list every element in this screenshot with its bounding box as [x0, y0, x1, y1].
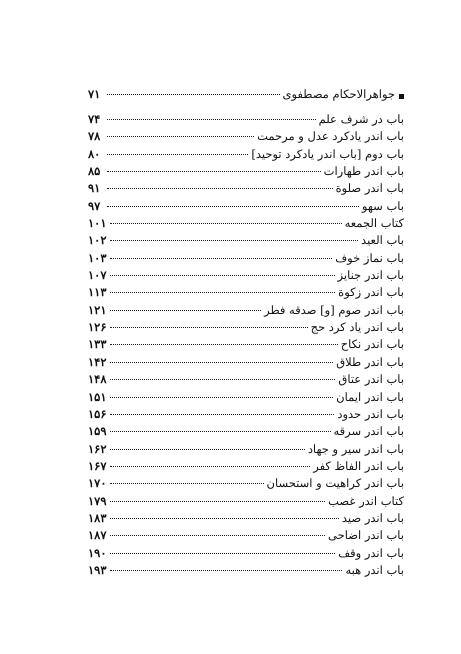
dot-leader: [110, 466, 311, 467]
dot-leader: [110, 449, 305, 450]
toc-entry-title: باب اندر صید: [341, 510, 404, 525]
dot-leader: [110, 327, 308, 328]
toc-entry-page: ۱۸۳: [88, 510, 107, 525]
toc-entry-title: باب اندر سیر و جهاد: [307, 441, 404, 456]
toc-entry-title: باب اندر ایمان: [336, 389, 404, 404]
toc-entry: [88, 407, 404, 424]
toc-entry: [88, 199, 404, 216]
toc-entry-title: باب اندر سرقه: [333, 424, 404, 439]
toc-entry-page: ۷۴: [88, 112, 101, 126]
toc-entry-title: باب اندر یاد کرد حج: [310, 320, 404, 335]
toc-entry-title: باب اندر صلوة: [335, 181, 404, 196]
toc-entry-title: باب در شرف علم: [318, 112, 404, 126]
toc-entry: [88, 511, 404, 528]
toc-entry: [88, 494, 404, 511]
dot-leader: [110, 223, 342, 224]
dot-leader: [110, 570, 343, 571]
toc-entry: [88, 424, 404, 441]
dot-leader: [110, 275, 335, 276]
toc-entry-title: باب اندر طهارات: [323, 164, 404, 179]
toc-entry-title: باب اندر حدود: [337, 406, 404, 421]
toc-entry: [88, 181, 404, 198]
toc-entry-page: ۱۰۱: [88, 216, 107, 231]
toc-entry: [88, 372, 404, 389]
toc-entry: [88, 216, 404, 233]
toc-entry-page: ۱۰۲: [88, 233, 107, 248]
toc-entry: [88, 459, 404, 476]
toc-entry-page: ۱۲۱: [88, 302, 107, 317]
bullet-icon: [399, 94, 404, 99]
dot-leader: [110, 310, 262, 311]
toc-entry-page: ۸۰: [88, 146, 101, 161]
toc-entry-title: باب دوم [باب اندر یادکرد توحید]: [251, 146, 404, 161]
toc-entry-page: ۱۶۲: [88, 441, 107, 456]
toc-entry: [88, 164, 404, 181]
toc-entry: [88, 390, 404, 407]
toc-entry-page: ۹۱: [88, 181, 101, 196]
dot-leader: [110, 379, 336, 380]
dot-leader: [110, 431, 331, 432]
toc-header-title: جواهرالاحکام مصطفوی: [282, 87, 395, 101]
toc-entry-page: ۱۶۷: [88, 458, 107, 473]
toc-entry-page: ۷۸: [88, 129, 101, 144]
dot-leader: [110, 397, 334, 398]
dot-leader: [107, 119, 316, 120]
toc-entry-title: باب اندر هبه: [345, 562, 404, 577]
toc-entry-title: باب اندر اضاحی: [328, 528, 404, 543]
dot-leader: [110, 258, 333, 259]
toc-header: [88, 87, 404, 105]
toc-entry-page: ۱۷۰: [88, 476, 107, 491]
dot-leader: [110, 344, 338, 345]
dot-leader: [110, 535, 325, 536]
dot-leader: [110, 553, 336, 554]
dot-leader: [110, 292, 336, 293]
toc-entry: [88, 285, 404, 302]
dot-leader: [110, 501, 326, 502]
toc-entry-page: ۱۹۰: [88, 545, 107, 560]
toc-entry-title: باب اندر زکوة: [338, 285, 404, 300]
toc-entry: [88, 233, 404, 250]
toc-entry-title: باب نماز خوف: [335, 250, 404, 265]
table-of-contents: [88, 112, 404, 580]
toc-entry-page: ۸۵: [88, 164, 101, 179]
toc-entry: [88, 442, 404, 459]
dot-leader: [107, 188, 333, 189]
toc-entry: [88, 320, 404, 337]
toc-entry-page: ۱۴۸: [88, 372, 107, 387]
toc-entry: [88, 251, 404, 268]
dot-leader: [110, 362, 334, 363]
toc-entry-title: باب اندر جنایز: [337, 268, 404, 283]
toc-entry: [88, 546, 404, 563]
toc-entry-page: ۱۴۲: [88, 354, 107, 369]
toc-entry-title: باب اندر نکاح: [340, 337, 404, 352]
dot-leader: [110, 483, 264, 484]
toc-entry-page: ۱۰۷: [88, 268, 107, 283]
toc-entry-page: ۹۷: [88, 198, 101, 213]
dot-leader: [107, 171, 321, 172]
toc-entry-page: ۱۰۳: [88, 250, 107, 265]
dot-leader: [107, 206, 359, 207]
toc-entry-page: ۱۵۶: [88, 406, 107, 421]
toc-entry-title: باب اندر طلاق: [336, 354, 404, 369]
toc-entry-title: باب اندر الفاظ کفر: [313, 458, 404, 473]
dot-leader: [107, 136, 254, 137]
toc-entry-title: باب اندر صوم [و] صدقه فطر: [264, 302, 404, 317]
toc-entry: [88, 147, 404, 164]
toc-entry: [88, 563, 404, 580]
toc-entry-page: ۱۲۶: [88, 320, 107, 335]
toc-entry: [88, 337, 404, 354]
toc-entry: [88, 355, 404, 372]
toc-entry-page: ۱۵۹: [88, 424, 107, 439]
dot-leader: [110, 240, 359, 241]
toc-entry: [88, 112, 404, 129]
toc-entry-page: ۱۷۹: [88, 493, 107, 508]
toc-entry: [88, 268, 404, 285]
toc-entry-title: باب اندر عتاق: [338, 372, 404, 387]
toc-entry: [88, 303, 404, 320]
toc-entry-page: ۱۳۳: [88, 337, 107, 352]
toc-entry-title: باب العید: [361, 233, 404, 248]
toc-entry-page: ۱۸۷: [88, 528, 107, 543]
toc-entry-page: ۱۱۳: [88, 285, 107, 300]
toc-entry-title: کتاب اندر غصب: [328, 493, 404, 508]
toc-entry-page: ۱۵۱: [88, 389, 107, 404]
toc-entry-title: باب سهو: [361, 198, 404, 213]
toc-header-page: ۷۱: [88, 87, 101, 101]
toc-entry: [88, 528, 404, 545]
toc-entry-title: کتاب الجمعه: [344, 216, 404, 231]
dot-leader: [107, 154, 248, 155]
toc-entry: [88, 476, 404, 493]
toc-entry: [88, 129, 404, 146]
dot-leader: [107, 94, 280, 95]
dot-leader: [110, 518, 339, 519]
toc-entry-title: باب اندر وقف: [338, 545, 404, 560]
toc-entry-title: باب اندر یادکرد عدل و مرحمت: [257, 129, 404, 144]
dot-leader: [110, 414, 335, 415]
toc-entry-page: ۱۹۳: [88, 562, 107, 577]
toc-entry-title: باب اندر کراهیت و استحسان: [266, 476, 404, 491]
